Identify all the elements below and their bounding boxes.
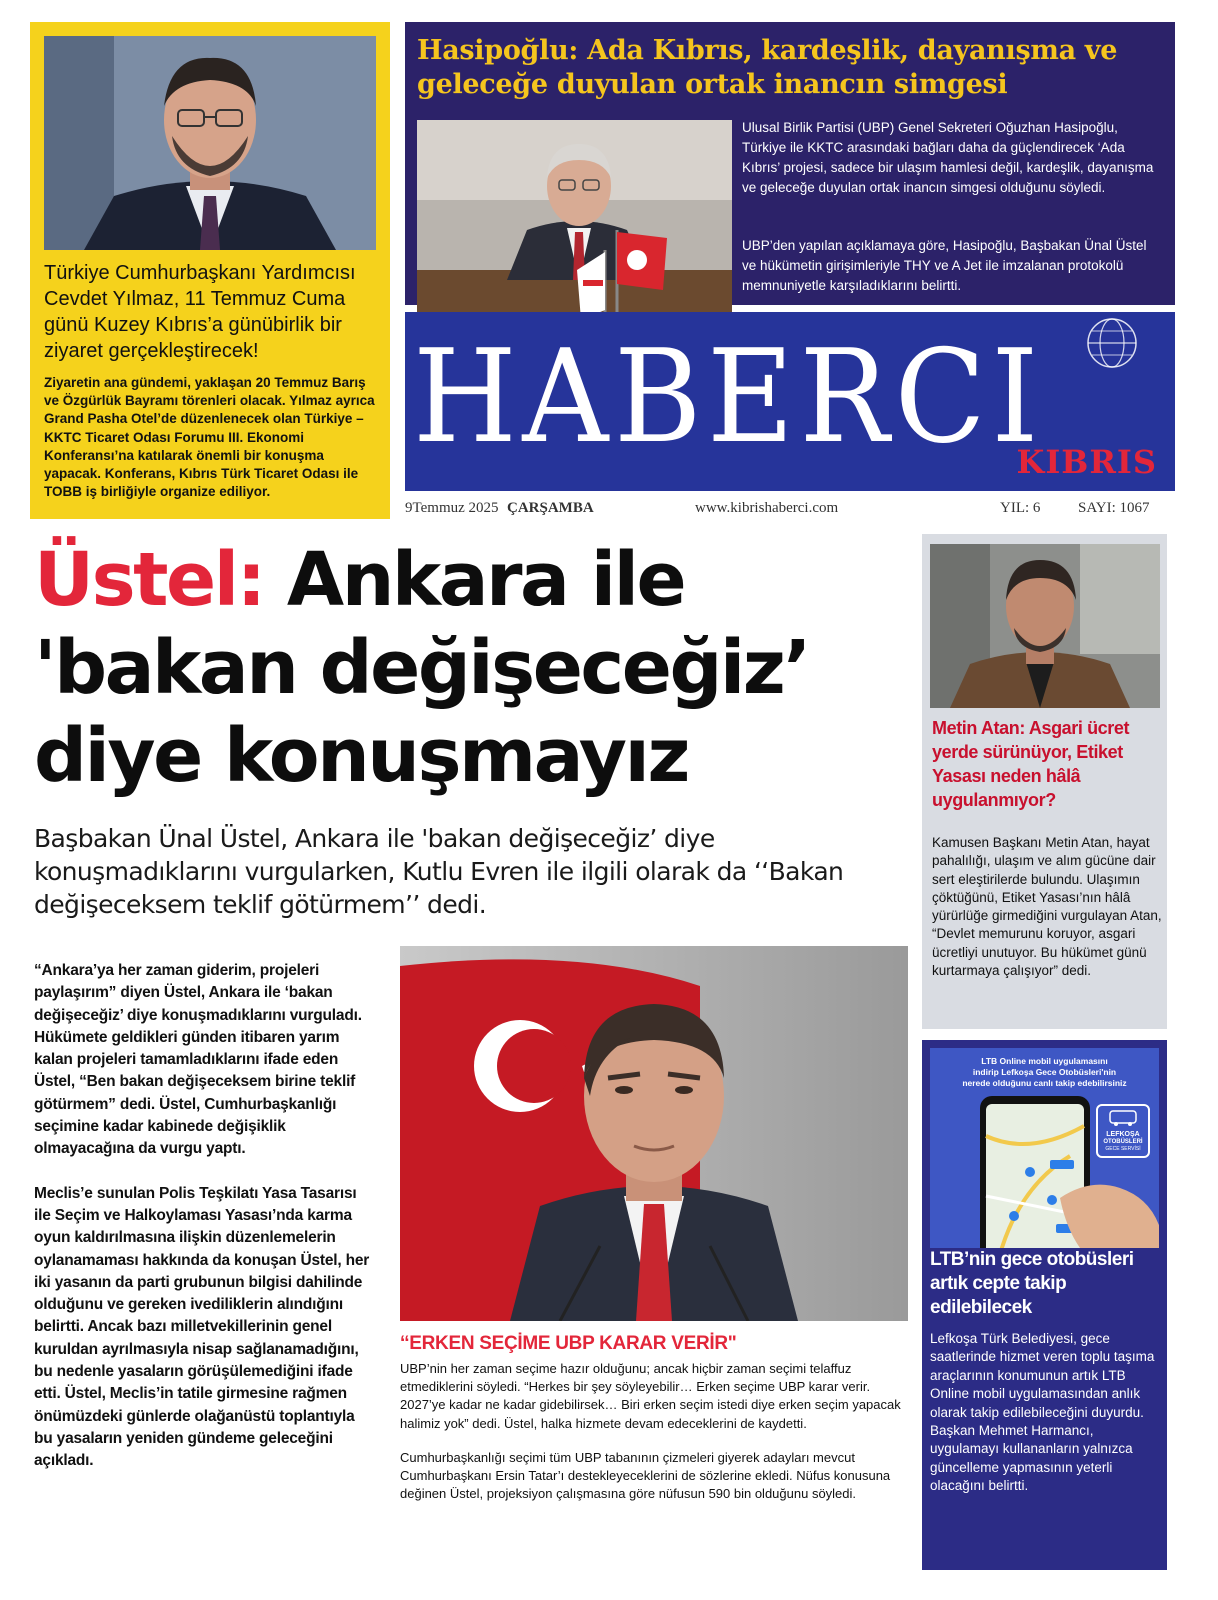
logo-text-2: OTOBÜSLERİ [1103, 1139, 1143, 1145]
grey-story-box [922, 534, 1167, 1029]
headline-part-1: Ankara ile [263, 537, 685, 623]
blue-story-body: Lefkoşa Türk Belediyesi, gece saatlerinde hizmet veren toplu taşıma araçlarının konumunun artık LTB Online mobil uygulamasından anlık olarak takip edilebileceğini duyurdu. Başkan Mehmet Harmancı, uygulamayı kullananların yalnızca güncelleme yapmasının yeterli olacağını belirtti. [930, 1331, 1155, 1494]
headline-speaker: Üstel: [34, 537, 264, 623]
center-text-column [400, 1360, 908, 1503]
website-link[interactable]: www.kibrishaberci.com [695, 500, 839, 516]
metin-atan-photo [930, 544, 1160, 708]
issue-date: 9Temmuz 2025 [405, 500, 499, 516]
grey-story-title[interactable]: Metin Atan: Asgari ücret yerde sürünüyor, Etiket Yasası neden hâlâ uygulanmıyor? [932, 718, 1130, 810]
grey-story-body: Kamusen Başkanı Metin Atan, hayat pahalılığı, ulaşım ve alım gücüne dair sert eleştirilerde bulundu. Ulaşımın çöktüğünü, Etiket Yasası’nın hâlâ yürürlüğe girmediğini vurgulayan Atan, “Devlet memurunu koruyor, asgari ücretliyi unutuyor. Bu hükümet günü kurtarmaya çalışıyor” dedi. [932, 835, 1162, 979]
issue-number: SAYI: 1067 [1078, 500, 1150, 516]
ustel-photo [400, 946, 908, 1321]
ad-line-3: nerede olduğunu canlı takip edebilirsiniz [962, 1078, 1127, 1088]
blue-story-title[interactable]: LTB’nin gece otobüsleri artık cepte takip edilebilecek [930, 1249, 1134, 1318]
masthead-brand: HABERCI [413, 323, 1044, 472]
hand-graphic [1060, 1178, 1159, 1248]
main-paragraph-1: “Ankara’ya her zaman giderim, projeleri paylaşırım” diyen Üstel, Ankara ile ‘bakan değişeceğiz’ diye konuşmadıklarını vurguladı. Hükümete geldikleri günden itibaren yarım kalan projeleri tamamladıklarını ifade eden Üstel, “Ben bakan değişeceksem birine teklif götürmem” dedi. Üstel, Cumhurbaşkanlığı seçimine kadar kabinede değişiklik olmayacağına da vurgu yaptı. [34, 962, 362, 1158]
center-paragraph-2: Cumhurbaşkanlığı seçimi tüm UBP tabanının çizmeleri giyerek adayları mevcut Cumhurbaşkanı Ersin Tatar’ı destekleyeceklerini de sözlerine ekledi. Nüfus konusuna değinen Üstel, projeksiyon çalışmasına göre nüfusun 590 bin olduğunu söyledi. [400, 1449, 891, 1502]
issue-year: YIL: 6 [1000, 500, 1041, 516]
purple-story-paragraph-1: Ulusal Birlik Partisi (UBP) Genel Sekreteri Oğuzhan Hasipoğlu, Türkiye ile KKTC arasındaki bağları daha da güçlendirecek ‘Ada Kıbrıs’ projesi, sadece bir ulaşım hamlesi değil, kardeşlik, dayanışma ve geleceğe duyulan ortak inancın simgesi olduğunu söyledi. [742, 120, 1154, 195]
main-left-column [34, 960, 374, 1473]
ad-line-1: LTB Online mobil uygulamasını [981, 1056, 1108, 1066]
headline-part-3: diye konuşmayız [34, 713, 688, 799]
purple-story-box [405, 22, 1175, 305]
issue-day: ÇARŞAMBA [507, 500, 594, 516]
purple-story-title[interactable]: Hasipoğlu: Ada Kıbrıs, kardeşlik, dayanışma ve geleceğe duyulan ortak inancın simgesi [417, 35, 1118, 100]
yellow-story-box [30, 22, 390, 519]
ad-line-2: indirip Lefkoşa Gece Otobüsleri'nin [972, 1067, 1117, 1077]
bus-icon [1109, 1110, 1137, 1126]
blue-story-box [922, 1040, 1167, 1570]
hasipoglu-photo [417, 120, 732, 325]
masthead [405, 312, 1175, 491]
yellow-story-headline: Türkiye Cumhurbaşkanı Yardımcısı Cevdet Yılmaz, 11 Temmuz Cuma günü Kuzey Kıbrıs’a günübirlik bir ziyaret gerçekleştirecek! [44, 262, 356, 362]
cevdet-yilmaz-photo [44, 36, 376, 250]
purple-story-paragraph-2: UBP’den yapılan açıklamaya göre, Hasipoğlu, Başbakan Ünal Üstel ve hükümetin girişimleriyle THY ve A Jet ile imzalanan protokolü memnuniyetle karşıladıklarını belirtti. [742, 238, 1147, 293]
logo-text-3: GECE SERVİSİ [1105, 1146, 1141, 1152]
yellow-story-body: Ziyaretin ana gündemi, yaklaşan 20 Temmuz Barış ve Özgürlük Bayramı törenleri olacak. Yılmaz ayrıca Grand Pasha Otel’de düzenlenecek olan Türkiye – KKTC Ticaret Odası Forumu III. Ekonomi Konferansı’na katılarak önemli bir konuşma yapacak. Konferans, Kıbrıs Türk Ticaret Odası ile TOBB iş birliğiyle organize ediliyor. [44, 375, 375, 500]
masthead-sub: KIBRIS [1016, 443, 1157, 481]
headline-part-2: 'bakan değişeceğiz’ [34, 625, 809, 711]
main-paragraph-2: Meclis’e sunulan Polis Teşkilatı Yasa Tasarısı ile Seçim ve Halkoylaması Yasası’nda karma oyun kaldırılmasına ilişkin düzenlemelerin oylanamaması hakkında da konuşan Üstel, her iki yasanın da parti grubunun bilgisi dahilinde olduğunu ve gereken ivediliklerin alındığını belirtti. Ancak bazı milletvekillerinin genel kuruldan ayrılmasıyla nisap sağlanamadığını, bu nedenle yasaların görüşülemediğini ifade etti. Üstel, Meclis’in tatile girmesine rağmen önümüzdeki günlerde olağanüstü toplantıyla bu yasaların yeniden gündeme geleceğini açıkladı. [34, 1184, 370, 1470]
erken-secim-subhead: ‘‘ERKEN SEÇİME UBP KARAR VERİR" [400, 1333, 737, 1354]
logo-text-1: LEFKOŞA [1106, 1131, 1140, 1138]
issue-info-line [405, 500, 1175, 522]
globe-icon [1085, 316, 1139, 370]
center-paragraph-1: UBP’nin her zaman seçime hazır olduğunu; ancak hiçbir zaman seçimi telaffuz etmediklerini söyledi. “Herkes bir şey söyleyebilir… Erken seçime UBP karar verir. 2027’ye kadar ne kadar gidebilirsek… Biri erken seçim istedi diye erken seçim yapacak halimiz yok” dedi. Üstel, halka hizmete devam edeceklerini de kaydetti. [400, 1361, 901, 1431]
main-deck: Başbakan Ünal Üstel, Ankara ile 'bakan değişeceğiz’ diye konuşmadıklarını vurgularken, Kutlu Evren ile ilgili olarak da ‘‘Bakan değişeceksem teklif götürmem’’ dedi. [34, 824, 844, 919]
ltb-app-advert[interactable] [930, 1048, 1159, 1248]
lefkosa-otobusleri-logo [1096, 1104, 1150, 1158]
main-headline[interactable] [34, 536, 914, 800]
